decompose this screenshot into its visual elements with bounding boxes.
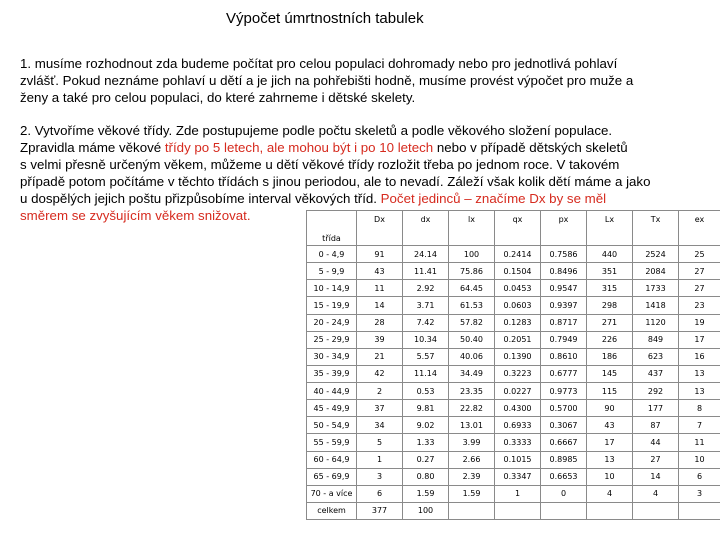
table-cell: 351 [587,263,633,280]
table-cell: 0.7949 [541,331,587,348]
table-cell: 3 [357,468,403,485]
paragraph-2-line: případě potom počítáme v těchto třídách s jinou periodou, ale to nevadí. Záleží však kolik dětí máme a jako [20,174,651,189]
paragraph-2-line: s velmi přesně určeným věkem, můžeme u dětí věkové třídy rozložit třeba po jednom roce. V takovém [20,157,620,172]
table-cell: 0.80 [403,468,449,485]
table-cell: 91 [357,246,403,263]
table-cell: 5 [357,434,403,451]
table-cell: 20 - 24,9 [307,314,357,331]
table-cell: 13.01 [449,417,495,434]
table-cell: 14 [357,297,403,314]
table-cell: 70 - a více [307,485,357,502]
table-cell: 16 [679,348,720,365]
table-cell: 10 - 14,9 [307,280,357,297]
table-cell: 3.99 [449,434,495,451]
table-cell: 27 [679,280,720,297]
table-cell: 0.3067 [541,417,587,434]
table-cell: 25 [679,246,720,263]
table-cell: 177 [633,400,679,417]
table-cell: 0.8985 [541,451,587,468]
table-cell: 11.14 [403,365,449,382]
table-cell: 43 [357,263,403,280]
table-cell: 40 - 44,9 [307,383,357,400]
table-cell: 0.6777 [541,365,587,382]
table-cell: 623 [633,348,679,365]
paragraph-1-line: ženy a také pro celou populaci, do které zahrneme i dětské skelety. [20,90,416,105]
paragraph-2 [20,122,650,224]
table-cell: 40.06 [449,348,495,365]
table-row [307,365,720,382]
table-cell: 13 [679,365,720,382]
table-cell: 2.92 [403,280,449,297]
column-header: Dx [357,211,403,246]
table-cell: 0.7586 [541,246,587,263]
table-cell: celkem [307,502,357,519]
table-cell: 0.8610 [541,348,587,365]
table-cell: 2.39 [449,468,495,485]
table-cell: 50 - 54,9 [307,417,357,434]
table-cell: 0.8496 [541,263,587,280]
table-cell: 4 [633,485,679,502]
table-cell: 34 [357,417,403,434]
table-cell: 27 [633,451,679,468]
table-row [307,263,720,280]
table-cell: 60 - 64,9 [307,451,357,468]
table-cell: 0.6667 [541,434,587,451]
table-cell: 90 [587,400,633,417]
column-header: qx [495,211,541,246]
table-cell: 100 [449,246,495,263]
table-row [307,434,720,451]
column-header: Tx [633,211,679,246]
table-cell: 100 [403,502,449,519]
paragraph-1 [20,55,633,106]
table-row [307,280,720,297]
table-cell: 440 [587,246,633,263]
table-cell: 0.9773 [541,383,587,400]
table-cell: 0.3333 [495,434,541,451]
table-cell: 10.34 [403,331,449,348]
table-cell: 17 [587,434,633,451]
highlighted-text: třídy po 5 letech, ale mohou být i po 10 letech [164,140,434,155]
column-header: ex [679,211,720,246]
paragraph-2-line [20,190,650,207]
table-cell: 39 [357,331,403,348]
table-cell: 3.71 [403,297,449,314]
table-cell: 186 [587,348,633,365]
table-row [307,331,720,348]
table-cell: 5.57 [403,348,449,365]
table-row [307,468,720,485]
table-cell: 4 [587,485,633,502]
table-cell: 28 [357,314,403,331]
table-cell: 21 [357,348,403,365]
table-row [307,246,720,263]
table-cell: 34.49 [449,365,495,382]
table-cell: 87 [633,417,679,434]
column-header: Lx [587,211,633,246]
text-run: Zpravidla máme věkové [20,140,165,155]
table-cell: 849 [633,331,679,348]
table-row [307,348,720,365]
table-row [307,451,720,468]
table-cell: 61.53 [449,297,495,314]
table-cell: 0 - 4,9 [307,246,357,263]
table-cell: 0.2414 [495,246,541,263]
table-cell: 0.27 [403,451,449,468]
table-cell: 115 [587,383,633,400]
table-cell: 0.3347 [495,468,541,485]
column-header: třída [307,211,357,246]
table-cell: 37 [357,400,403,417]
paragraph-2-line: 2. Vytvoříme věkové třídy. Zde postupujeme podle počtu skeletů a podle věkového složení populace. [20,123,613,138]
table-cell: 1733 [633,280,679,297]
table-row [307,297,720,314]
table-cell: 3 [679,485,720,502]
table-cell: 298 [587,297,633,314]
table-cell: 2524 [633,246,679,263]
table-cell: 2.66 [449,451,495,468]
table-cell: 292 [633,383,679,400]
table-cell [633,502,679,519]
table-cell: 11 [679,434,720,451]
paragraph-2-line: směrem se zvyšujícím věkem snižovat. [20,208,251,223]
table-cell: 0 [541,485,587,502]
table-cell: 1.59 [449,485,495,502]
table-header-row [307,211,720,246]
table-cell: 1120 [633,314,679,331]
table-cell: 145 [587,365,633,382]
table-cell: 17 [679,331,720,348]
table-cell: 22.82 [449,400,495,417]
table-cell: 9.81 [403,400,449,417]
table-cell: 0.0453 [495,280,541,297]
table-cell: 0.5700 [541,400,587,417]
table-cell: 13 [587,451,633,468]
table-cell: 43 [587,417,633,434]
table-cell: 1 [357,451,403,468]
column-header: dx [403,211,449,246]
table-cell: 0.2051 [495,331,541,348]
table-cell: 25 - 29,9 [307,331,357,348]
column-header: lx [449,211,495,246]
table-cell: 45 - 49,9 [307,400,357,417]
table-cell: 11 [357,280,403,297]
table-cell: 10 [679,451,720,468]
table-cell: 7.42 [403,314,449,331]
table-cell: 23 [679,297,720,314]
table-cell: 0.9397 [541,297,587,314]
life-table [306,210,720,520]
table-row [307,485,720,502]
table-cell: 19 [679,314,720,331]
table-cell: 8 [679,400,720,417]
table-row [307,383,720,400]
table-cell: 6 [679,468,720,485]
table-cell: 377 [357,502,403,519]
table-cell: 50.40 [449,331,495,348]
table-cell: 23.35 [449,383,495,400]
table-cell: 1418 [633,297,679,314]
table-cell: 315 [587,280,633,297]
table-cell [449,502,495,519]
table-cell: 7 [679,417,720,434]
table-cell: 57.82 [449,314,495,331]
table-cell: 0.1504 [495,263,541,280]
table-cell [587,502,633,519]
table-cell: 30 - 34,9 [307,348,357,365]
table-cell: 11.41 [403,263,449,280]
table-cell: 0.4300 [495,400,541,417]
table-cell: 0.0603 [495,297,541,314]
table-row [307,400,720,417]
table-cell: 1 [495,485,541,502]
paragraph-2-line [20,139,650,156]
table-cell: 437 [633,365,679,382]
table-cell: 0.1390 [495,348,541,365]
table-cell [679,502,720,519]
table-cell: 13 [679,383,720,400]
text-run: nebo v případě dětských skeletů [433,140,628,155]
table-cell: 9.02 [403,417,449,434]
table-cell: 271 [587,314,633,331]
table-cell: 27 [679,263,720,280]
table-cell: 226 [587,331,633,348]
table-body [307,246,720,520]
table-cell: 55 - 59,9 [307,434,357,451]
table-cell: 0.6933 [495,417,541,434]
table-cell: 0.6653 [541,468,587,485]
table-cell: 65 - 69,9 [307,468,357,485]
table-cell: 10 [587,468,633,485]
table-cell: 1.59 [403,485,449,502]
table-cell: 6 [357,485,403,502]
table-cell: 15 - 19,9 [307,297,357,314]
table-cell: 0.53 [403,383,449,400]
table-cell [541,502,587,519]
table-row [307,314,720,331]
text-run: u dospělých jejich poštu přizpůsobíme interval věkových tříd. [20,191,381,206]
table-cell: 42 [357,365,403,382]
table-cell: 0.3223 [495,365,541,382]
table-cell: 35 - 39,9 [307,365,357,382]
table-row [307,417,720,434]
table-cell: 75.86 [449,263,495,280]
page-title: Výpočet úmrtnostních tabulek [226,10,424,27]
table-row [307,502,720,519]
table-cell: 0.8717 [541,314,587,331]
table-cell: 2084 [633,263,679,280]
table-cell: 0.1283 [495,314,541,331]
table-cell: 0.0227 [495,383,541,400]
table-cell: 14 [633,468,679,485]
paragraph-1-line: 1. musíme rozhodnout zda budeme počítat pro celou populaci dohromady nebo pro jednotlivá pohlaví [20,56,618,71]
table-cell: 0.9547 [541,280,587,297]
table-cell: 64.45 [449,280,495,297]
table-cell: 44 [633,434,679,451]
highlighted-text: Počet jedinců – značíme Dx by se měl [380,191,607,206]
table-cell: 24.14 [403,246,449,263]
column-header: px [541,211,587,246]
table-cell: 0.1015 [495,451,541,468]
table-cell [495,502,541,519]
table-cell: 1.33 [403,434,449,451]
table-cell: 2 [357,383,403,400]
table-cell: 5 - 9,9 [307,263,357,280]
paragraph-1-line: zvlášť. Pokud neznáme pohlaví u dětí a je jich na pohřebišti hodně, musíme provést výpočet pro muže a [20,73,634,88]
